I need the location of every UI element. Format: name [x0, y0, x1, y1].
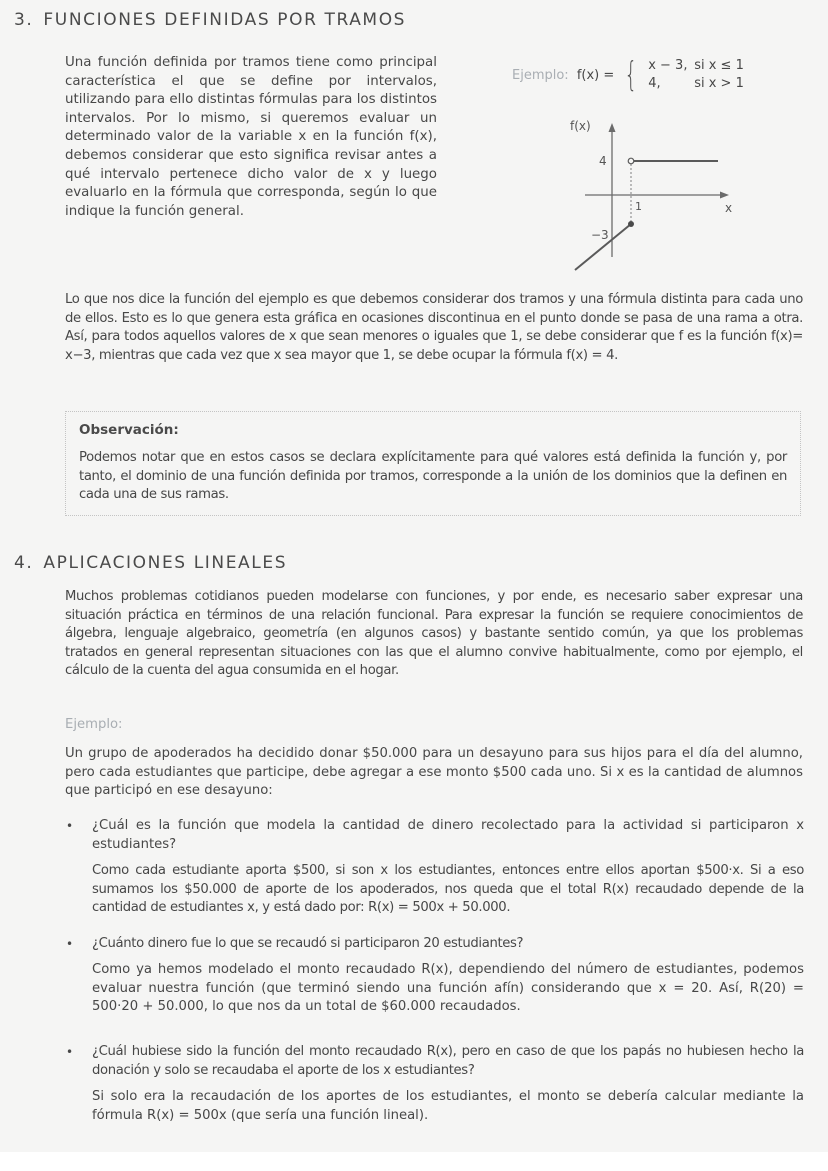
- answer-1: Como cada estudiante aporta $500, si son x los estudiantes, entonces entre ellos aportan $500·x. Si a eso sumamos los $50.000 de aporte de los apoderados, nos queda que el total R(x) recaudado depende de la cantidad de estudiantes x, y está dado por: R(x) = 500x + 50.000.: [92, 863, 804, 915]
- closed-point-icon: [628, 221, 634, 227]
- example-label: Ejemplo:: [512, 67, 569, 83]
- section-4-example-label: Ejemplo:: [65, 717, 123, 732]
- observation-title: Observación:: [79, 422, 179, 438]
- section-3-number: 3.: [14, 10, 34, 30]
- section-4-title: APLICACIONES LINEALES: [43, 553, 288, 573]
- section-3-intro: Una función definida por tramos tiene como principal característica el que se define por intervalos, utilizando para ello distintas fórmulas para los distintos intervalos. Por lo mismo, si queremos evaluar un determinado valor de la variable x en la función f(x), debemos considerar que esto significa revisar antes a qué intervalo pertenece dicho valor de x y luego evaluarlo en la fórmula que corresponda, según lo que indique la función general.: [65, 55, 437, 219]
- bullet-icon: •: [66, 937, 74, 951]
- x-axis-label: x: [725, 201, 733, 215]
- bullet-icon: •: [66, 1045, 74, 1059]
- answer-2: Como ya hemos modelado el monto recaudado R(x), dependiendo del número de estudiantes, podemos evaluar nuestra función (que terminó siendo una función afín) considerando que x = 20. Así, R(20) = 500·20 + 50.000, lo que nos da un total de $60.000 recaudados.: [92, 962, 804, 1014]
- piecewise-example-formula: [512, 57, 744, 93]
- y-axis-label: f(x): [570, 119, 591, 133]
- y-axis-arrow-icon: [609, 123, 616, 132]
- section-4-number: 4.: [14, 553, 34, 573]
- question-1: ¿Cuál es la función que modela la cantidad de dinero recolectado para la actividad si participaron x estudiantes?: [92, 818, 804, 852]
- bullet-icon: •: [66, 819, 74, 833]
- section-3-heading: [14, 10, 406, 30]
- tick-x-1: 1: [635, 200, 642, 213]
- question-3: ¿Cuál hubiese sido la función del monto recaudado R(x), pero en caso de que los papás no hubiesen hecho la donación y solo se recaudaba el aporte de los x estudiantes?: [92, 1044, 804, 1078]
- open-point-icon: [628, 158, 634, 164]
- observation-box: [65, 411, 801, 516]
- section-4-problem: Un grupo de apoderados ha decidido donar $50.000 para un desayuno para sus hijos para el día del alumno, pero cada estudiantes que participe, debe agregar a ese monto $500 cada uno. Si x es la cantidad de alumnos que participó en ese desayuno:: [65, 746, 803, 798]
- case-1: x − 3, si x ≤ 1: [648, 58, 744, 73]
- tick-y-4: 4: [599, 154, 607, 168]
- formula-cases: [648, 57, 744, 93]
- x-axis-arrow-icon: [720, 192, 729, 199]
- tick-y-minus-3: −3: [591, 228, 609, 242]
- section-3-title: FUNCIONES DEFINIDAS POR TRAMOS: [43, 10, 407, 30]
- section-4-heading: [14, 553, 287, 573]
- observation-text: Podemos notar que en estos casos se declara explícitamente para qué valores está definida la función y, por tanto, el dominio de una función definida por tramos, corresponde a la unión de los dominios que la definen en cada una de sus ramas.: [79, 450, 787, 502]
- section-4-intro: Muchos problemas cotidianos pueden modelarse con funciones, y por ende, es necesario saber expresar una situación práctica en términos de una relación funcional. Para expresar la función se requiere conocimientos de álgebra, lenguaje algebraico, geometría (en algunos casos) y bastante sentido común, ya que los problemas tratados en general representan situaciones con las que el alumno convive habitualmente, como por ejemplo, el cálculo de la cuenta del agua consumida en el hogar.: [65, 589, 803, 678]
- question-2: ¿Cuánto dinero fue lo que se recaudó si participaron 20 estudiantes?: [92, 936, 524, 951]
- answer-3: Si solo era la recaudación de los aportes de los estudiantes, el monto se debería calcular mediante la fórmula R(x) = 500x (que sería una función lineal).: [92, 1089, 804, 1123]
- case-2: 4, si x > 1: [648, 76, 744, 91]
- formula-lhs: f(x) =: [576, 67, 615, 83]
- piecewise-function-graph: [555, 112, 755, 277]
- left-brace: {: [624, 55, 638, 95]
- section-3-explanation: Lo que nos dice la función del ejemplo es que debemos considerar dos tramos y una fórmula distinta para cada uno de ellos. Esto es lo que genera esta gráfica en ocasiones discontinua en el punto donde se pasa de una rama a otra. Así, para todos aquellos valores de x que sean menores o iguales que 1, se debe considerar que f es la función f(x)= x−3, mientras que cada vez que x sea mayor que 1, se debe ocupar la fórmula f(x) = 4.: [65, 292, 803, 363]
